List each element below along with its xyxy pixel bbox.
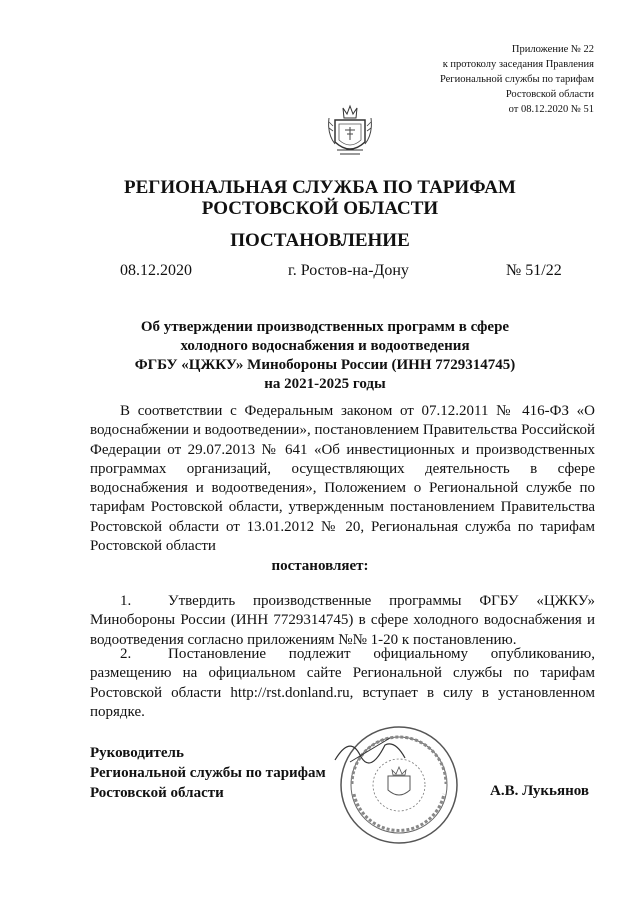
signatory-position — [90, 743, 326, 803]
item-text: Утвердить производственные программы ФГБУ «ЦЖКУ» Минобороны России (ИНН 7729314745) в сфере холодного водоснабжения и водоотведения согласно приложениям №№ 1-20 к постановлению. — [90, 593, 595, 648]
document-type: ПОСТАНОВЛЕНИЕ — [230, 230, 410, 251]
appendix-line: от 08.12.2020 № 51 — [508, 104, 594, 115]
title-line: холодного водоснабжения и водоотведения — [180, 338, 470, 354]
position-line: Ростовской области — [90, 785, 224, 801]
document-number: № 51/22 — [506, 262, 562, 279]
item-number: 2. — [120, 646, 132, 662]
position-line: Региональной службы по тарифам — [90, 765, 326, 781]
decree-item-2 — [90, 645, 595, 722]
document-date: 08.12.2020 — [120, 262, 192, 279]
document-title — [80, 318, 570, 394]
coat-of-arms-icon — [325, 100, 375, 160]
appendix-line: Ростовской области — [505, 89, 594, 100]
handwritten-signature — [330, 730, 410, 770]
title-line: на 2021-2025 годы — [264, 376, 386, 392]
position-line: Руководитель — [90, 745, 184, 761]
title-line: Об утверждении производственных программ в сфере — [140, 319, 510, 335]
appendix-line: к протоколу заседания Правления — [442, 59, 594, 70]
appendix-note — [344, 42, 594, 117]
signatory-name: А.В. Лукьянов — [490, 783, 589, 799]
preamble-paragraph: В соответствии с Федеральным законом от 07.12.2011 № 416-ФЗ «О водоснабжении и водоотведении», постановлением Правительства Российской Федерации от 29.07.2013 № 641 «Об инвестиционных и производственных программах организаций, осуществляющих деятельность в сфере водоснабжения и водоотведения», Положением о Региональной службе по тарифам Ростовской области, утвержденным постановлением Правительства Ростовской области от 13.01.2012 № 20, Региональная служба по тарифам Ростовской области — [90, 403, 595, 555]
item-text: Постановление подлежит официальному опубликованию, размещению на официальном сайте Региональной службы по тарифам Ростовской области http://rst.donland.ru, вступает в силу в установленном порядке. — [90, 646, 595, 720]
decree-item-1 — [90, 592, 595, 650]
appendix-line: Приложение № 22 — [511, 44, 594, 55]
org-name-line2: РОСТОВСКОЙ ОБЛАСТИ — [201, 198, 439, 219]
document-city: г. Ростов-на-Дону — [288, 262, 409, 279]
decree-word: постановляет: — [271, 558, 369, 574]
org-name-line1: РЕГИОНАЛЬНАЯ СЛУЖБА ПО ТАРИФАМ — [124, 177, 516, 198]
title-line: ФГБУ «ЦЖКУ» Минобороны России (ИНН 7729314745) — [134, 357, 516, 373]
appendix-line: Региональной службы по тарифам — [439, 74, 594, 85]
item-number: 1. — [120, 593, 132, 609]
